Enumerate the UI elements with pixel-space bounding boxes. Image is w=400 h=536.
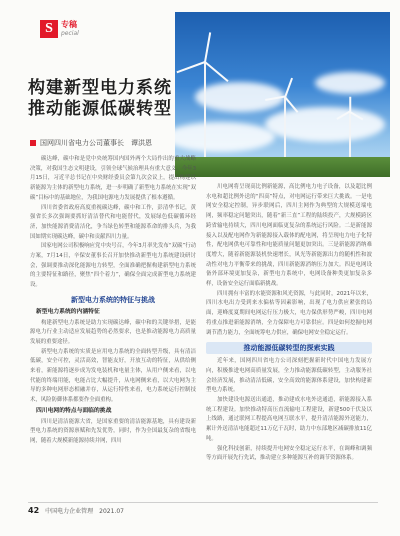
section-mark: S bbox=[40, 20, 58, 38]
paragraph: 近年来，国网四川省电力公司深刻把握新时代中国电力发展方向，积极推进电网高质量发展，全力推动能源低碳转型，主动服务社会经济发展，推动清洁低碳，安全高效的能源体系建设，加快构建新型电力系统。 bbox=[206, 358, 372, 394]
footer-divider bbox=[28, 502, 378, 503]
article-title: 构建新型电力系统 推动能源低碳转型 bbox=[28, 78, 172, 119]
paragraph: 碳达峰，碳中和是党中央统筹国内国外两个大局作出的重大战略决策，对我国生态文明建设，引领全球气候治理具有重大意义。今年3月15日，习近平总书记在中央财经委员会第九次会议上，提出构建以新能源为主体的新型电力系统，进一步明确了新型电力系统在实现“双碳”目标中的基础地位，为我国电源电力发展提供了根本遵循。 bbox=[30, 156, 196, 201]
section-heading: 推动能源低碳转型的探索实践 bbox=[206, 342, 372, 354]
sub-heading: 四川电网的特点与面临的挑战 bbox=[36, 407, 112, 414]
section-label-en: pecial bbox=[61, 30, 79, 37]
left-column bbox=[30, 155, 196, 447]
paragraph: 四川省委省政府高度重视碳达峰，碳中和工作，彭清华书记，黄强省长多次强调要抓好清洁替代和电能替代，发展绿色低碳循环经济，加快能源消费清洁化，争当绿色转型和能源革命的排头兵，为我国如期实现碳达峰，碳中和贡献四川力量。 bbox=[30, 204, 196, 240]
page-number: 42 bbox=[28, 506, 40, 515]
author-bullet-icon bbox=[30, 140, 36, 146]
paragraph: 四川拥有丰富的水能资源和风光资源，与此同时，2021年以来，四川水电出力受到来水偏枯等因素影响，出现了电力供应紧张的局面，迎峰度夏期间电网运行压力极大，电力保供形势严峻，四川电网将重点推进新能源消纳，全力保障电力可靠供应。四是如何挖掘电网调节潜力能力，全面统筹电力供应，确保电网安全稳定运行。 bbox=[206, 290, 372, 336]
paragraph: 构建新型电力系统是助力实现碳达峰，碳中和的关键举措，是能源电力行业主动适应发展趋势的必然要求，也是推动能源电力高质量发展的重要途径。 bbox=[30, 319, 196, 345]
paragraph: 加快建设电源送出通道，推动建成水电外送通道，新能源接入系统工程建设。加快推动特高压直流输电工程建设，新建500千伏及以上线路，通过联网工程提高电网互联水平，提升清洁能源外送能力，累计外送清洁电能超过11万亿千瓦时，助力中东部地区减碳排放11亿吨。 bbox=[206, 397, 372, 442]
paragraph: 四川是清洁能源大省，是国家重要的清洁能源基地，具有建设新型电力系统的资源禀赋和先发优势，同时，作为全国最复杂的省级电网，随着大规模新能源持续并网，四川 bbox=[30, 418, 196, 444]
section-heading: 新型电力系统的特征与挑战 bbox=[71, 295, 155, 304]
paragraph: 川电网将呈现高比例新能源，高比例电力电子设备，以及超比例水电和超比例外送的“四高”特点，对电网运行带来巨大挑战。一是电网安全稳定控制，异步联网后，四川主网作为典型的大规模送端电网，频率稳定问题突出，随着“新三直”工程的陆续投产，大规模跨区跨省输电持续大，四川电网面临更复杂的系统运行风险。二是新能源接入以及配电网作为新能源接入载体的配电网，将呈现电力电子化特性，配电网供电可靠性和电能质量问题更加突出。三是新能源消纳难度增大，随着新能源装机快速增长，风光等新能源出力的随机性和波动性对电力平衡带来的挑战，四川新能源消纳压力加大。四是电网设备外部环境更加复杂，新型电力系统中，电网设备种类更加复杂多样，设备安全运行面临新挑战。 bbox=[206, 184, 372, 288]
section-label-cn: 专稿 bbox=[61, 20, 77, 29]
magazine-name: 中国电力企业管理 2021.07 bbox=[45, 508, 124, 515]
paragraph: 国家电网公司积极响应党中央号召，今年3月率先发布“双碳”行动方案，7月14日，辛保安董事长召开加快推动新型电力系统建设研讨会，强调要推动深化能源电力转型，全面准确把握构建新型电力系统的主要特征和路径，聚焦“四个着力”，确保全面完成新型电力系统建设。 bbox=[30, 243, 196, 289]
right-column bbox=[206, 183, 372, 464]
grass-ground bbox=[175, 157, 390, 177]
paragraph: 新型电力系统的实质是应用电力系统的全面转型升级，具有清洁低碳，安全可控，灵活高效，智能友好，开放互动的特征，从供给侧来看，新能源将逐步成为发电装机和电量主体，从用户侧来看，以电代能的终端用能，电能占比大幅提升，从电网侧来看，以大电网为主导的多种电网形态相融并存，从运行特性来看，电力系统运行控制技术，风险防御体系都要作全面重构。 bbox=[30, 348, 196, 404]
sub-heading: 新型电力系统的内涵特征 bbox=[36, 308, 100, 315]
wind-turbine-photo bbox=[175, 12, 390, 177]
section-tag bbox=[40, 20, 79, 38]
author-line: 国网四川省电力公司董事长 谭洪恩 bbox=[30, 138, 152, 148]
page-footer bbox=[28, 506, 124, 515]
paragraph: 强化科技创新，持续提升电网安全稳定运行水平，在调峰和调频等方面开展先行先试，推动建立多种能源互补的调节资源体系。 bbox=[206, 445, 372, 462]
